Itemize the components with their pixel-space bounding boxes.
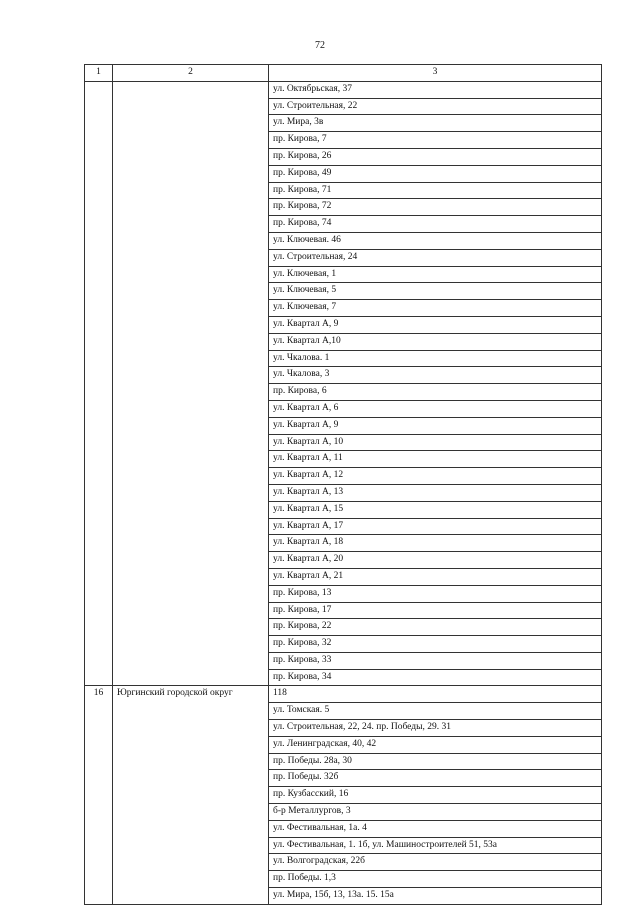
header-col-3: 3: [269, 65, 602, 82]
header-row: [85, 65, 602, 82]
address-cell: пр. Кирова, 74: [269, 216, 602, 233]
address-cell: пр. Кирова, 17: [269, 602, 602, 619]
address-cell: ул. Квартал А, 12: [269, 468, 602, 485]
table-row-group-16: [85, 686, 602, 703]
address-cell: пр. Кирова, 26: [269, 148, 602, 165]
number-cell-continued: [85, 81, 113, 686]
address-cell: пр. Кирова, 33: [269, 652, 602, 669]
address-cell: ул. Строительная, 22, 24. пр. Победы, 29. 31: [269, 720, 602, 737]
address-cell: ул. Ленинградская, 40, 42: [269, 736, 602, 753]
address-cell: пр. Кирова, 72: [269, 199, 602, 216]
address-cell: ул. Квартал А, 15: [269, 501, 602, 518]
address-cell: ул. Томская. 5: [269, 703, 602, 720]
address-cell: ул. Квартал А, 20: [269, 552, 602, 569]
municipality-cell-continued: [113, 81, 269, 686]
address-cell: ул. Октябрьская, 37: [269, 81, 602, 98]
address-cell: ул. Чкалова. 1: [269, 350, 602, 367]
address-cell: ул. Ключевая, 5: [269, 283, 602, 300]
address-cell: ул. Волгоградская, 22б: [269, 854, 602, 871]
address-cell: ул. Ключевая, 7: [269, 300, 602, 317]
address-cell: ул. Мира, 15б, 13, 13а. 15. 15а: [269, 888, 602, 905]
group-number-cell: 16: [85, 686, 113, 904]
address-cell: ул. Ключевая. 46: [269, 232, 602, 249]
table-body: [85, 81, 602, 904]
address-cell: ул. Квартал А, 11: [269, 451, 602, 468]
address-cell: ул. Строительная, 24: [269, 249, 602, 266]
address-cell: ул. Квартал А, 9: [269, 417, 602, 434]
address-cell: ул. Фестивальная, 1. 1б, ул. Машиностроителей 51, 53а: [269, 837, 602, 854]
address-cell: ул. Фестивальная, 1а. 4: [269, 820, 602, 837]
address-cell: ул. Квартал А, 9: [269, 316, 602, 333]
address-cell: пр. Кирова, 49: [269, 165, 602, 182]
group-total-cell: 118: [269, 686, 602, 703]
address-cell: ул. Квартал А, 17: [269, 518, 602, 535]
address-cell: пр. Кирова, 6: [269, 384, 602, 401]
address-cell: ул. Квартал А, 10: [269, 434, 602, 451]
address-cell: ул. Квартал А, 13: [269, 484, 602, 501]
address-cell: пр. Кузбасский, 16: [269, 787, 602, 804]
address-cell: пр. Кирова, 34: [269, 669, 602, 686]
address-cell: б-р Металлургов, 3: [269, 804, 602, 821]
page-number: 72: [315, 40, 325, 51]
address-cell: пр. Победы. 32б: [269, 770, 602, 787]
address-cell: ул. Квартал А,10: [269, 333, 602, 350]
address-cell: пр. Кирова, 71: [269, 182, 602, 199]
address-cell: ул. Мира, 3в: [269, 115, 602, 132]
header-col-2: 2: [113, 65, 269, 82]
address-cell: пр. Кирова, 32: [269, 636, 602, 653]
address-cell: ул. Квартал А, 18: [269, 535, 602, 552]
group-name-cell: Юргинский городской округ: [113, 686, 269, 904]
address-cell: ул. Квартал А, 6: [269, 400, 602, 417]
address-cell: ул. Ключевая, 1: [269, 266, 602, 283]
address-cell: пр. Кирова, 22: [269, 619, 602, 636]
addresses-table: [84, 64, 602, 905]
address-cell: ул. Квартал А, 21: [269, 568, 602, 585]
address-cell: пр. Победы. 28а, 30: [269, 753, 602, 770]
address-cell: ул. Строительная, 22: [269, 98, 602, 115]
address-cell: пр. Победы. 1,3: [269, 871, 602, 888]
header-col-1: 1: [85, 65, 113, 82]
address-cell: пр. Кирова, 13: [269, 585, 602, 602]
address-cell: пр. Кирова, 7: [269, 132, 602, 149]
table-row: [85, 81, 602, 98]
address-cell: ул. Чкалова, 3: [269, 367, 602, 384]
